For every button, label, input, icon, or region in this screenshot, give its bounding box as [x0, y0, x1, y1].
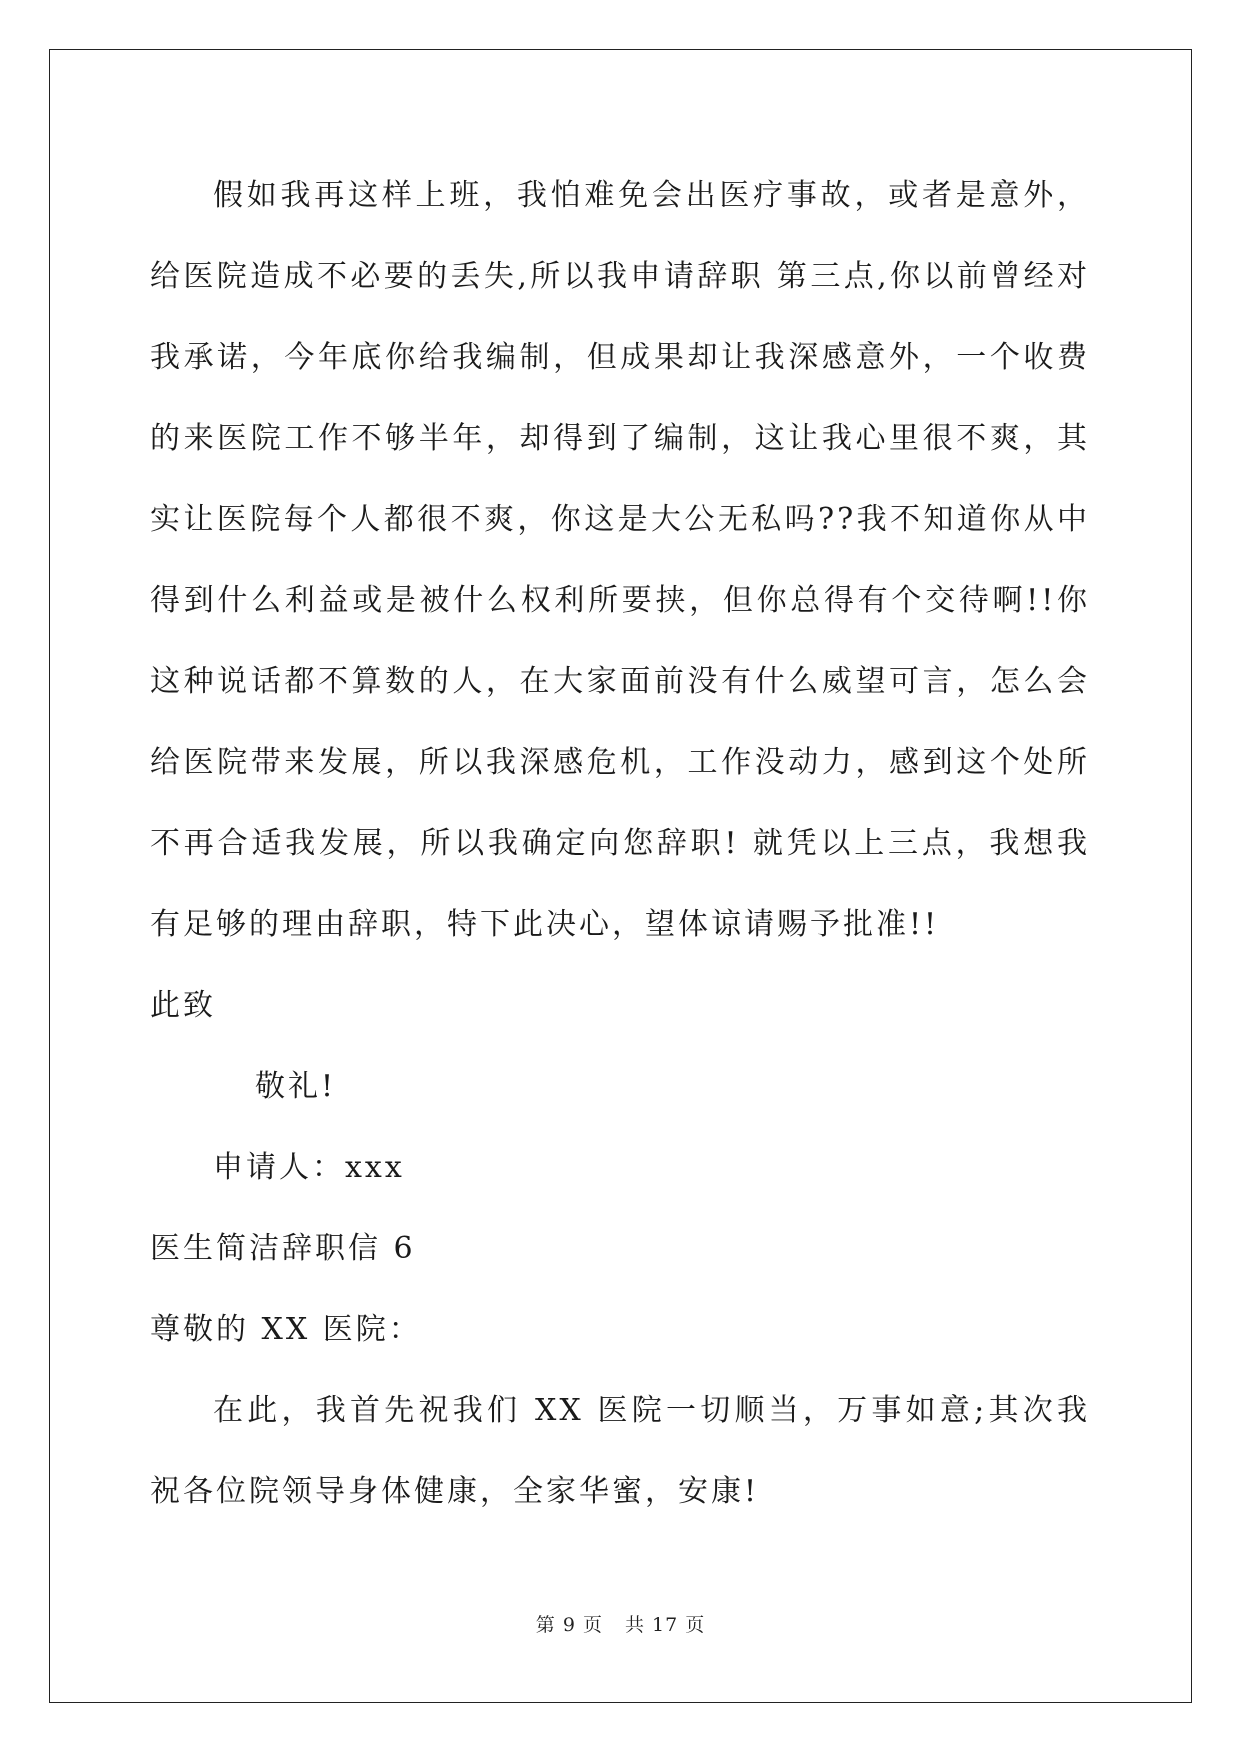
page-total: 共 17 页 — [624, 1614, 706, 1636]
section-heading: 医生简洁辞职信 6 — [150, 1231, 416, 1266]
paragraph-salutation-closing: 此致 — [150, 988, 216, 1023]
page-number: 第 9 页 — [535, 1614, 603, 1636]
paragraph-greeting: 在此，我首先祝我们 XX 医院一切顺当，万事如意;其次我祝各位院领导身体健康，全家华蜜，安康! — [150, 1393, 1090, 1509]
paragraph-regards: 敬礼! — [255, 1069, 337, 1104]
paragraph-resignation-reasons: 假如我再这样上班，我怕难免会出医疗事故，或者是意外，给医院造成不必要的丢失,所以我申请辞职 第三点,你以前曾经对我承诺，今年底你给我编制，但成果却让我深感意外，一个收费的来医院工作不够半年，却得到了编制，这让我心里很不爽，其实让医院每个人都很不爽，你这是大公无私吗??我不知道你从中得到什么利益或是被什么权利所要挟，但你总得有个交待啊!!你这种说话都不算数的人，在大家面前没有什么威望可言，怎么会给医院带来发展，所以我深感危机，工作没动力，感到这个处所不再合适我发展，所以我确定向您辞职! 就凭以上三点，我想我有足够的理由辞职，特下此决心，望体谅请赐予批准!! — [150, 178, 1090, 942]
paragraph-addressee: 尊敬的 XX 医院： — [150, 1312, 422, 1347]
page-footer — [0, 1610, 1241, 1637]
document-body — [150, 155, 1090, 1532]
paragraph-applicant: 申请人：xxx — [213, 1150, 405, 1185]
